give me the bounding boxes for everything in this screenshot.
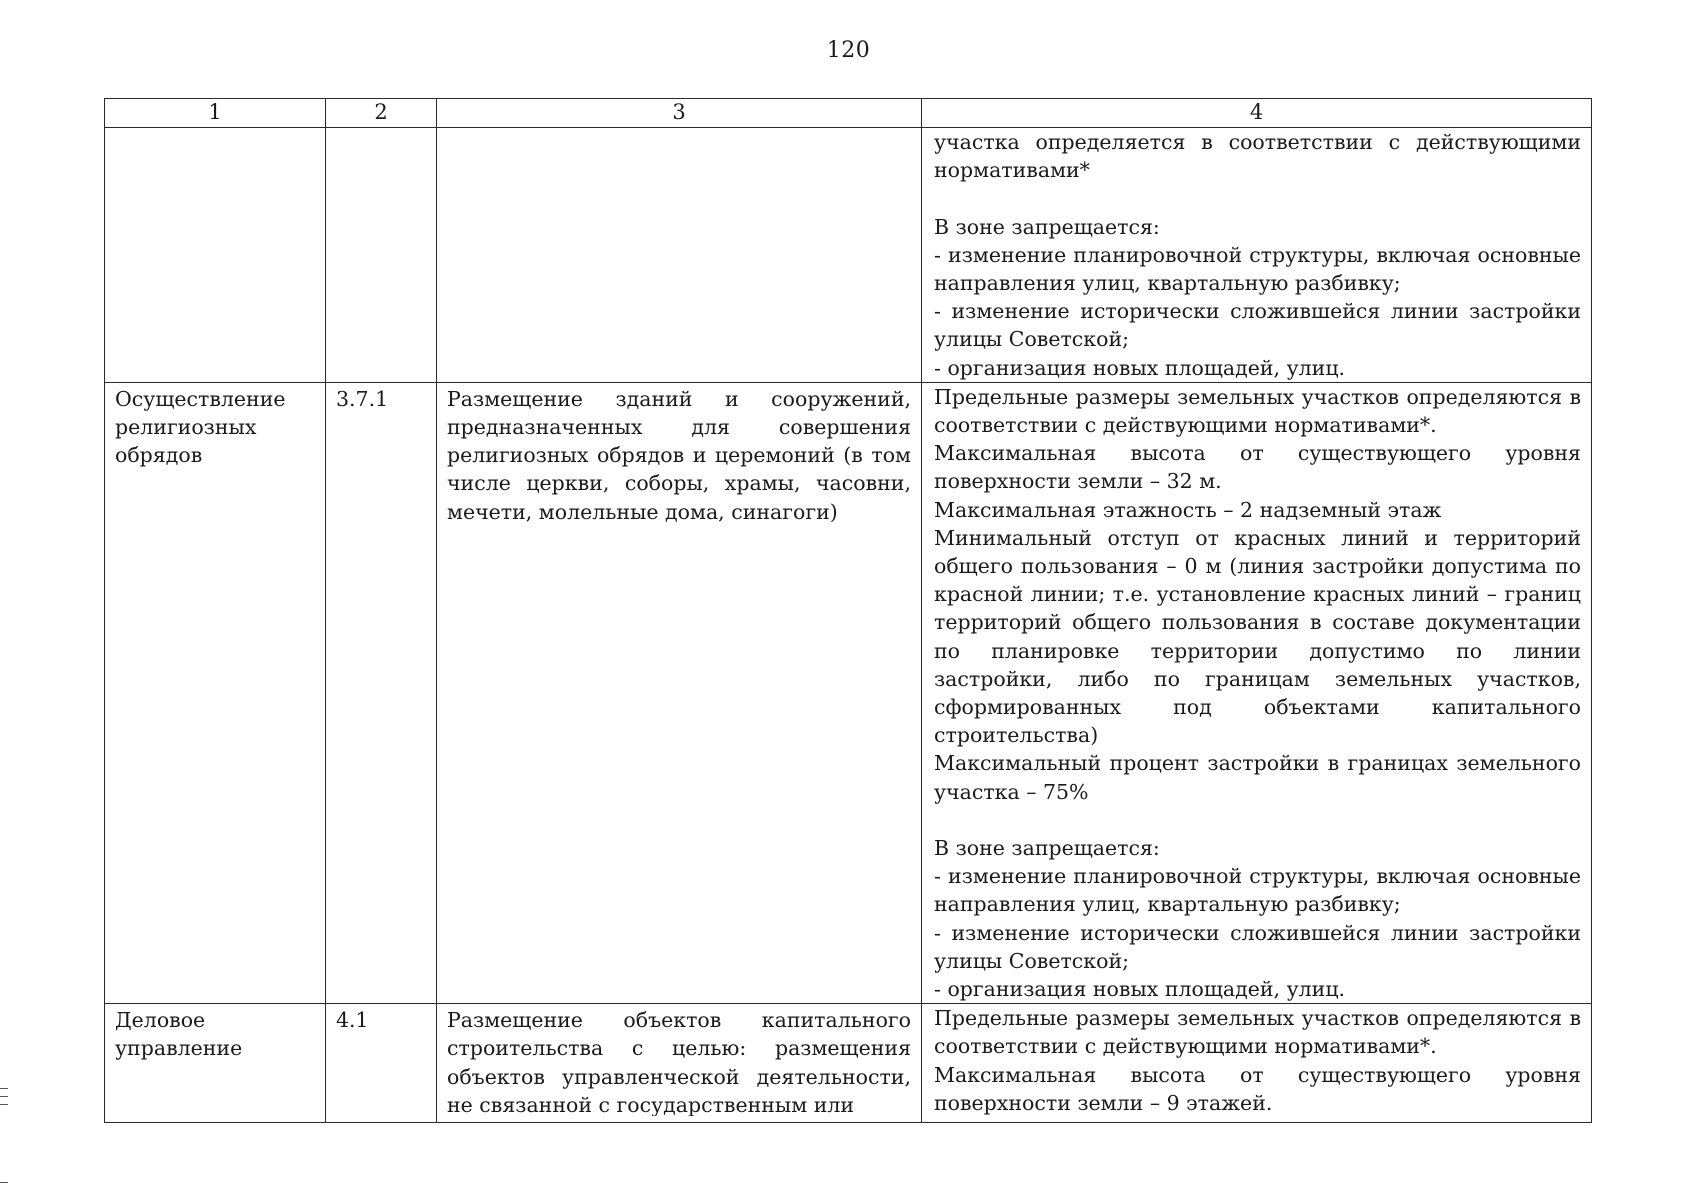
param-line: - организация новых площадей, улиц.	[934, 355, 1346, 380]
param-line: - изменение планировочной структуры, включая основные направления улиц, квартальную разбивку;	[934, 864, 1581, 917]
page-number: 120	[826, 38, 871, 63]
param-line: - изменение исторически сложившейся линии застройки улицы Советской;	[934, 299, 1581, 352]
use-code: 3.7.1	[336, 386, 389, 411]
table-row	[105, 1004, 1592, 1123]
margin-mark	[0, 1104, 8, 1105]
param-line: Предельные размеры земельных участков определяются в соответствии с действующими нормативами*.	[934, 384, 1581, 438]
param-line: участка определяется в соответствии с действующими нормативами*	[934, 130, 1581, 183]
use-description: Размещение зданий и сооружений, предназначенных для совершения религиозных обрядов и церемоний (в том числе церкви, соборы, храмы, часовни, мечети, молельные дома, синагоги)	[447, 386, 911, 524]
regulations-table	[104, 98, 1592, 1123]
param-line: - изменение планировочной структуры, включая основные направления улиц, квартальную разбивку;	[934, 242, 1581, 295]
param-line: Максимальная высота от существующего уровня поверхности земли – 32 м.	[934, 441, 1581, 494]
param-line: Минимальный отступ от красных линий и территорий общего пользования – 0 м (линия застройки допустима по красной линии; т.е. установление красных линий – границ территорий общего пользования в составе документации по планировке территории допустимо по линии застройки, либо по границам земельных участков, сформированных под объектами капитального строительства)	[934, 525, 1581, 748]
param-line: Максимальная этажность – 2 надземный этаж	[934, 497, 1442, 522]
cell-use-code	[326, 1004, 437, 1123]
use-code: 4.1	[336, 1008, 369, 1033]
table-row	[105, 382, 1592, 1003]
cell-empty	[326, 128, 437, 383]
header-col-1: 1	[105, 99, 326, 128]
blank-line	[934, 806, 1581, 834]
param-line: Максимальный процент застройки в границах земельного участка – 75%	[934, 751, 1581, 804]
cell-params	[922, 1004, 1592, 1123]
cell-params	[922, 382, 1592, 1003]
use-description: Размещение объектов капитального строительства с целью: размещения объектов управленческой деятельности, не связанной с государственным или	[447, 1008, 911, 1117]
param-line: - изменение исторически сложившейся линии застройки улицы Советской;	[934, 920, 1581, 973]
cell-params	[922, 128, 1592, 383]
table-row-continued	[105, 128, 1592, 383]
param-line: - организация новых площадей, улиц.	[934, 977, 1346, 1002]
cell-empty	[105, 128, 326, 383]
header-col-4: 4	[922, 99, 1592, 128]
header-col-3: 3	[437, 99, 922, 128]
cell-empty	[437, 128, 922, 383]
cell-use-name	[105, 382, 326, 1003]
cell-use-name	[105, 1004, 326, 1123]
margin-mark	[0, 1182, 8, 1183]
param-line: Максимальная высота от существующего уровня поверхности земли – 9 этажей.	[934, 1062, 1581, 1115]
margin-mark	[0, 1096, 8, 1097]
cell-use-code	[326, 382, 437, 1003]
use-name: Деловое управление	[115, 1008, 243, 1061]
cell-use-description	[437, 382, 922, 1003]
use-name: Осуществление религиозных обрядов	[115, 386, 286, 468]
param-line: Предельные размеры земельных участков определяются в соответствии с действующими нормативами*.	[934, 1006, 1581, 1059]
param-line: В зоне запрещается:	[934, 836, 1160, 861]
margin-mark	[0, 1088, 8, 1089]
blank-line	[934, 184, 1581, 212]
cell-use-description	[437, 1004, 922, 1123]
table-header-row	[105, 99, 1592, 128]
header-col-2: 2	[326, 99, 437, 128]
param-line: В зоне запрещается:	[934, 214, 1160, 239]
